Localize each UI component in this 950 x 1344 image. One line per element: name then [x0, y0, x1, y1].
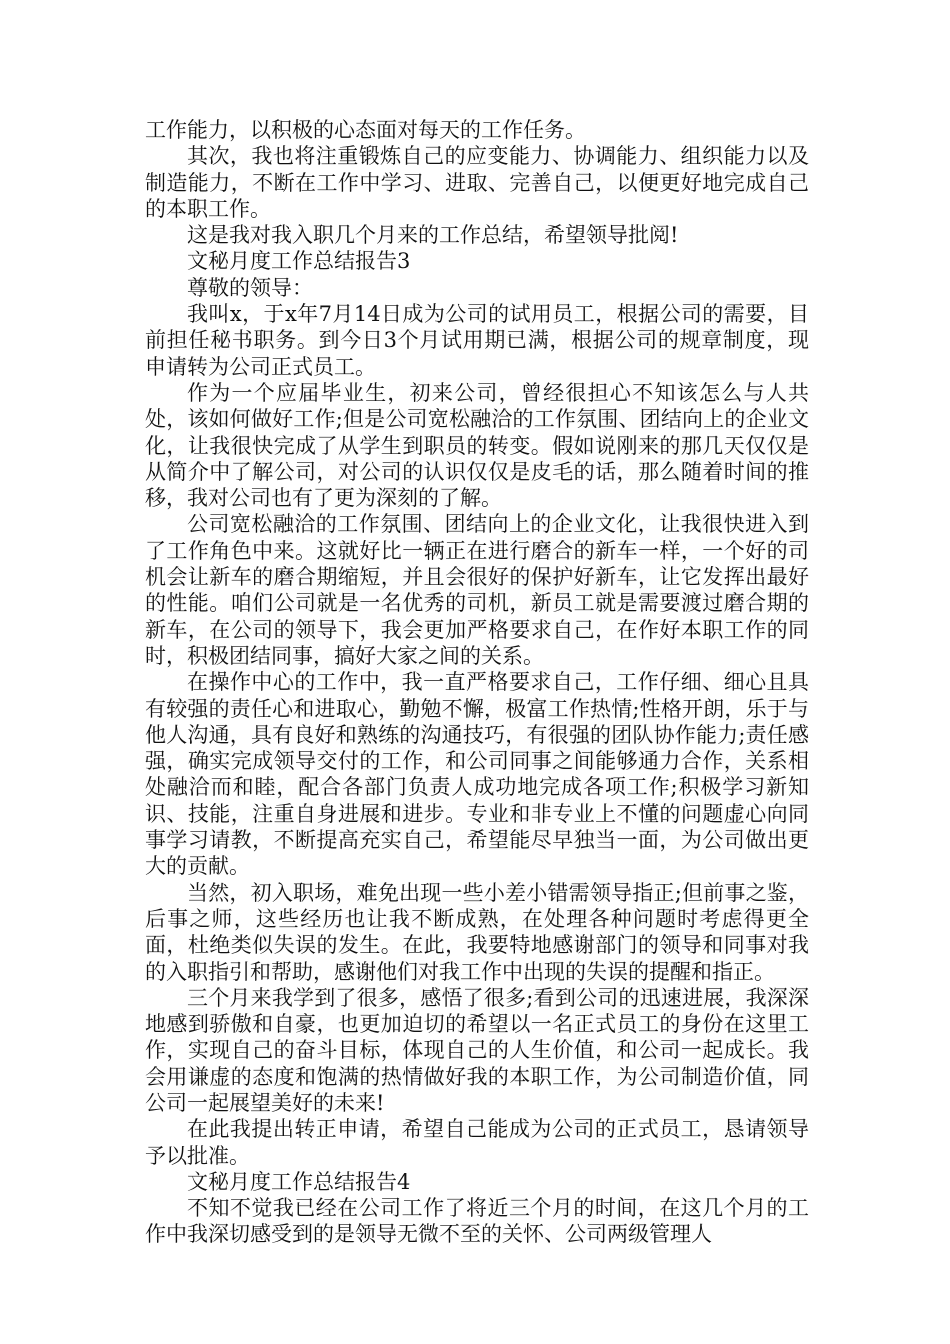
paragraph: 三个月来我学到了很多，感悟了很多;看到公司的迅速进展，我深深地感到骄傲和自豪，也更加迫切的希望以一名正式员工的身份在这里工作，实现自己的奋斗目标，体现自己的人生价值，和公司一起成长。我会用谦虚的态度和饱满的热情做好我的本职工作，为公司制造价值，同公司一起展望美好的未来! [145, 985, 809, 1115]
paragraph: 公司宽松融洽的工作氛围、团结向上的企业文化，让我很快进入到了工作角色中来。这就好比一辆正在进行磨合的新车一样，一个好的司机会让新车的磨合期缩短，并且会很好的保护好新车，让它发挥出最好的性能。咱们公司就是一名优秀的司机，新员工就是需要渡过磨合期的新车，在公司的领导下，我会更加严格要求自己，在作好本职工作的同时，积极团结同事，搞好大家之间的关系。 [145, 512, 809, 668]
paragraph: 当然，初入职场，难免出现一些小差小错需领导指正;但前事之鉴，后事之师，这些经历也让我不断成熟，在处理各种问题时考虑得更全面，杜绝类似失误的发生。在此，我要特地感谢部门的领导和同事对我的入职指引和帮助，感谢他们对我工作中出现的失误的提醒和指正。 [145, 880, 809, 984]
paragraph: 这是我对我入职几个月来的工作总结，希望领导批阅! [187, 223, 679, 248]
paragraph: 作为一个应届毕业生，初来公司，曾经很担心不知该怎么与人共处，该如何做好工作;但是公司宽松融洽的工作氛围、团结向上的企业文化，让我很快完成了从学生到职员的转变。假如说刚来的那几天仅仅是从简介中了解公司，对公司的认识仅仅是皮毛的话，那么随着时间的推移，我对公司也有了更为深刻的了解。 [145, 380, 809, 511]
paragraph-continuation: 工作能力，以积极的心态面对每天的工作任务。 [145, 118, 586, 142]
paragraph: 其次，我也将注重锻炼自己的应变能力、协调能力、组织能力以及制造能力，不断在工作中学习、进取、完善自己，以便更好地完成自己的本职工作。 [145, 144, 809, 221]
paragraph: 我叫x，于x年7月14日成为公司的试用员工，根据公司的需要，目前担任秘书职务。到今日3个月试用期已满，根据公司的规章制度，现申请转为公司正式员工。 [145, 302, 809, 379]
paragraph: 不知不觉我已经在公司工作了将近三个月的时间，在这几个月的工作中我深切感受到的是领导无微不至的关怀、公司两级管理人 [145, 1196, 809, 1247]
section-heading: 文秘月度工作总结报告4 [187, 1169, 411, 1194]
salutation: 尊敬的领导： [187, 275, 313, 300]
section-heading: 文秘月度工作总结报告3 [187, 249, 411, 274]
document-page [145, 117, 809, 1248]
paragraph: 在此我提出转正申请，希望自己能成为公司的正式员工，恳请领导予以批准。 [145, 1117, 809, 1168]
paragraph: 在操作中心的工作中，我一直严格要求自己，工作仔细、细心且具有较强的责任心和进取心，勤勉不懈，极富工作热情;性格开朗，乐于与他人沟通，具有良好和熟练的沟通技巧，有很强的团队协作能力;责任感强，确实完成领导交付的工作，和公司同事之间能够通力合作，关系相处融洽而和睦，配合各部门负责人成功地完成各项工作;积极学习新知识、技能，注重自身进展和进步。专业和非专业上不懂的问题虚心向同事学习请教，不断提高充实自己，希望能尽早独当一面，为公司做出更大的贡献。 [145, 670, 809, 879]
